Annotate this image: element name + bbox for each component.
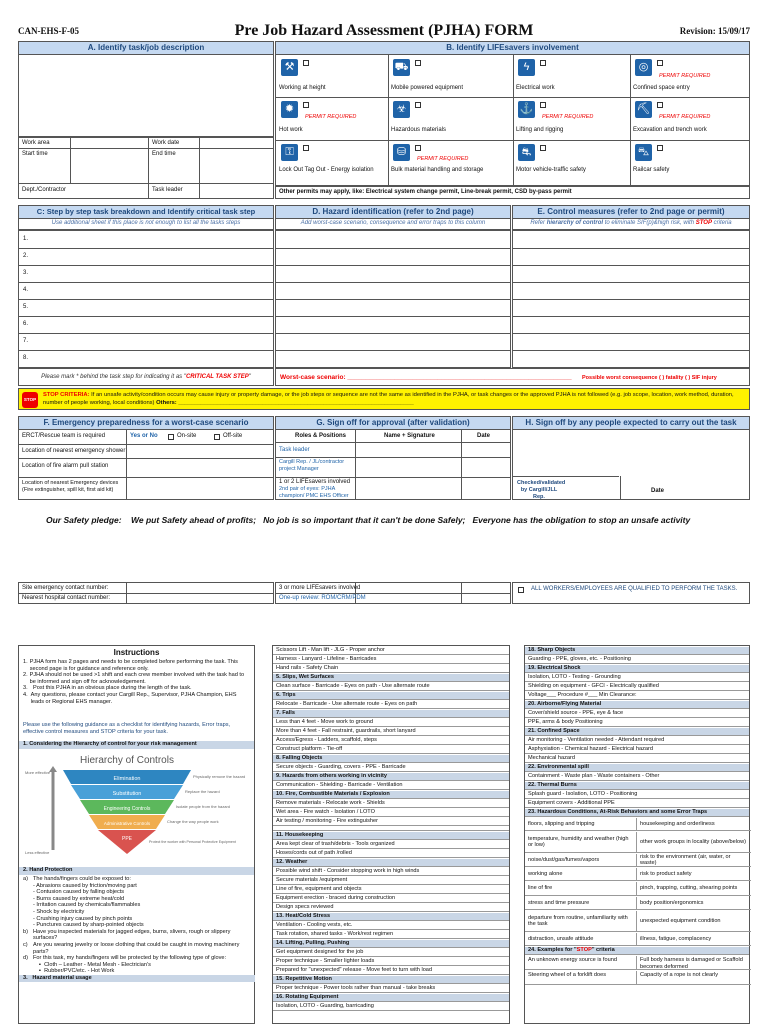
approval-table [275, 429, 511, 500]
emergency-row-label: Location of fire alarm pull station [22, 463, 109, 469]
step-number: 8. [23, 355, 29, 361]
stop-criteria-bar [18, 388, 750, 410]
hoc-level-label: Substitution [112, 791, 142, 797]
form-revision: Revision: 15/09/17 [679, 26, 750, 36]
one-up-review-label: One-up review: ROM/CRM/PDM [279, 595, 366, 601]
guidance-line: Task rotation, shared tasks - Work/rest regimen [273, 931, 509, 939]
guidance-line: Guarding - PPE, gloves, etc. - Positioning [525, 656, 749, 664]
step-number: 4. [23, 287, 29, 293]
signoff-date-label: Date [651, 488, 665, 494]
checked-validated-label: Checked/validated by Cargill/JLL Rep. [517, 480, 566, 500]
guidance-section-heading: 22. Environmental spill [525, 764, 749, 772]
hazardous-materials-checkbox[interactable] [415, 102, 421, 108]
emergency-row-label: ERCT/Rescue team is required [22, 433, 106, 439]
site-contact-label: Site emergency contact number: [22, 585, 109, 591]
worst-case-label: Worst-case scenario: ______________________________________________________________ [280, 374, 572, 381]
offsite-checkbox[interactable] [214, 434, 220, 440]
guidance-line: Clean surface - Barricade - Eyes on path - Use alternate route [273, 683, 509, 691]
guidance-section-heading: 20. Airborne/Flying Material [525, 701, 749, 709]
lifting-rigging-checkbox[interactable] [540, 102, 546, 108]
instructions-list: 1. PJHA form has 2 pages and needs to be completed before performing the task. This second page is for guidance and reference only. 2. PJHA should not be used >1 shift and each crew member involved with the task had to be informed and sign off for acknowledgement. 3. Post this PJHA in an obvious place during the length of the task. 4. Any questions, please contact your Cargill Rep., Supervisor, PJHA Champion, EHS leads or Regional EHS manager. [23, 659, 245, 705]
guidance-line: Voltage___ Procedure #___ Min Clearance: [525, 692, 749, 700]
section-c-header: C: Step by step task breakdown and Identify critical task step [18, 205, 274, 219]
emergency-row-label: Location of nearest emergency shower [22, 448, 126, 454]
guidance-section-heading: 5. Slips, Wet Surfaces [273, 674, 509, 682]
lifesaver-label: Confined space entry [633, 85, 690, 91]
hoc-note: Replace the hazard [185, 789, 220, 794]
stop-sign-icon: STOP [22, 392, 38, 408]
section-a-details [18, 137, 274, 199]
ladder-icon: ⚒ [281, 59, 298, 76]
electrical-work-checkbox[interactable] [540, 60, 546, 66]
hospital-contact-label: Nearest hospital contact number: [22, 595, 111, 601]
lifesaver-excavation [633, 99, 748, 139]
permit-required-label: PERMIT REQUIRED [659, 114, 711, 120]
working-at-height-checkbox[interactable] [303, 60, 309, 66]
guidance-line: Line of fire, equipment and objects [273, 886, 509, 894]
error-trap-cell: departure from routine, unfamiliarity with the task [525, 911, 637, 932]
roles-header: Roles & Positions [295, 433, 347, 439]
guidance-line: Construct platform - Tie-off [273, 746, 509, 754]
lifesaver-electrical-work [516, 57, 628, 97]
lifesaver-label: Excavation and trench work [633, 127, 707, 133]
lifesaver-working-at-height [279, 57, 387, 97]
work-area-label: Work area [22, 140, 50, 146]
section-h-header: H. Sign off by any people expected to carry out the task [512, 416, 750, 430]
emergency-table [18, 429, 274, 500]
guidance-section-heading: 10. Fire, Combustible Materials / Explosion [273, 791, 509, 799]
section-g-header: G. Sign off for approval (after validation) [275, 416, 511, 430]
lifesaver-label: Lock Out Tag Out - Energy isolation [279, 167, 374, 173]
section-d-hint-row [275, 218, 511, 230]
error-trap-cell: housekeeping and orderliness [637, 818, 751, 831]
motor-vehicle-checkbox[interactable] [540, 145, 546, 151]
guidance-line: Isolation, LOTO - Guarding, barricading [273, 1003, 509, 1011]
guidance-line: Communication - Shielding - Barricade - Ventilation [273, 782, 509, 790]
lifesaver-bulk-material [391, 142, 509, 184]
hierarchy-of-controls-diagram [23, 750, 251, 860]
guidance-section-heading: 8. Falling Objects [273, 755, 509, 763]
lifesaver-confined-space [633, 57, 748, 97]
lifesaver-hot-work [279, 99, 387, 139]
guidance-section-heading: 21. Confined Space [525, 728, 749, 736]
qualified-row [512, 582, 750, 604]
lifesaver-label: Lifting and rigging [516, 127, 564, 133]
error-trap-cell: distraction, unsafe attitude [525, 933, 637, 946]
section-d-header: D. Hazard identification (refer to 2nd page) [275, 205, 511, 219]
lifesaver-motor-vehicle [516, 142, 628, 184]
stop-criteria-text: STOP CRITERIA: If an unsafe activity/condition occurs may cause injury or property damage, or the job steps or sequence are not the same as identified in the PJHA, or task changes or the approved PJHA is not followed (e.g. job scope, location, work method, duration, number of people working, local conditions) Others: _________________________________________________________________________ [43, 392, 734, 406]
excavation-checkbox[interactable] [657, 102, 663, 108]
hoc-level-label: PPE [121, 836, 133, 842]
role-label: 2nd pair of eyes: PJHA champion/ PMC EHS Officer [279, 486, 349, 499]
lifesaver-label: Motor vehicle-traffic safety [516, 167, 586, 173]
lifesaver-lifting-rigging [516, 99, 628, 139]
onsite-label: On-site [177, 433, 197, 439]
lifesaver-label: Bulk material handling and storage [391, 167, 484, 173]
confined-space-icon: ◎ [635, 59, 652, 76]
error-trap-cell: noise/dust/gas/fumes/vapors [525, 854, 637, 867]
section-e-hint: Refer hierarchy of control to eliminate SIF(p)&high risk, with STOP criteria [530, 220, 732, 226]
guidance-line: Isolation, LOTO - Testing - Grounding [525, 674, 749, 682]
guidance-section-heading: 19. Electrical Shock [525, 665, 749, 673]
permit-required-label: PERMIT REQUIRED [542, 114, 594, 120]
safety-pledge: Our Safety pledge: We put Safety ahead of profits; No job is so important that it can't be done Safely; Everyone has the obligation to stop an unsafe activity [46, 515, 691, 525]
guidance-line: Air testing / monitoring - Fire extinguisher [273, 818, 509, 826]
review-table [275, 582, 511, 604]
date-header: Date [477, 433, 491, 439]
role-label: 1 or 2 LIFEsavers involved [279, 479, 351, 485]
lifesaver-loto [279, 142, 387, 184]
worst-consequence: Possible worst consequence ( ) fatality ( ) SIF injury [582, 375, 717, 381]
lightning-icon: ϟ [518, 59, 535, 76]
name-signature-header: Name + Signature [384, 433, 435, 439]
guidance-section-heading: 18. Sharp Objects [525, 647, 749, 655]
hoc-note: Isolate people from the hazard [176, 804, 231, 809]
task-steps-column [18, 230, 274, 368]
excavator-icon: ⛏ [635, 101, 652, 118]
instructions-column [18, 645, 255, 1024]
error-trap-cell: body position/ergonomics [637, 897, 751, 910]
guidance-line: Relocate - Barricade - Use alternate route - Eyes on path [273, 701, 509, 709]
guidance-line: Prepared for "unexpected" release - Move feet to turn with load [273, 967, 509, 975]
guidance-line: Proper technique - Smaller lighter loads [273, 958, 509, 966]
lifesaver-mobile-equipment [391, 57, 509, 97]
guidance-line: Possible wind shift - Consider stopping work in high winds [273, 868, 509, 876]
guidance-line: Harness - Lanyard - Lifeline - Barricades [273, 656, 509, 664]
guidance-section-heading: 11. Housekeeping [273, 832, 509, 840]
guidance-section-heading: 9. Hazards from others working in vicinity [273, 773, 509, 781]
role-label: Task leader [279, 447, 310, 453]
error-trap-cell: unexpected equipment condition [637, 911, 751, 932]
crew-signoff-table[interactable] [512, 429, 750, 500]
step-number: 3. [23, 270, 29, 276]
stop-example-cell: An unknown energy source is found [525, 956, 637, 970]
guidance-line: More than 4 feet - Fall restraint, guardrails, short lanyard [273, 728, 509, 736]
section-e-hint-row [512, 218, 750, 230]
error-trap-cell: stress and time pressure [525, 897, 637, 910]
error-trap-cell: working alone [525, 868, 637, 881]
section-d-hint: Add worst-case scenario, consequence and error traps to this column [300, 220, 486, 226]
error-trap-cell: risk to the environment (air, water, or waste) [637, 854, 751, 867]
guidance-line: Scissors Lift - Man lift - JLG - Proper anchor [273, 647, 509, 655]
error-trap-cell: other work groups in locality (above/below) [637, 832, 751, 853]
guidance-line: Get equipment designed for the job [273, 949, 509, 957]
hazard-column[interactable] [275, 230, 511, 368]
guidance-line: Splash guard - Isolation, LOTO - Positioning [525, 791, 749, 799]
bulk-material-checkbox[interactable] [415, 145, 421, 151]
section-b-header: B. Identify LIFEsavers involvement [275, 41, 750, 55]
hoc-level-label: Elimination [113, 776, 141, 782]
hierarchy-heading: 1. Considering the Hierarchy of control for your risk management [19, 741, 254, 749]
guidance-section-heading: 23. Hazardous Conditions, At-Risk Behaviors and some Error Traps [525, 809, 749, 817]
end-time-label: End time [152, 151, 176, 157]
form-title: Pre Job Hazard Assessment (PJHA) FORM [234, 22, 534, 39]
error-trap-cell: floors, slipping and tripping [525, 818, 637, 831]
section-c-hint-row [18, 218, 274, 230]
lock-icon: ⚿ [281, 144, 298, 161]
crew-blank-area [18, 530, 750, 578]
hoc-level-label: Administrative Controls [103, 821, 151, 826]
lifesaver-label: Mobile powered equipment [391, 85, 464, 91]
permit-required-label: PERMIT REQUIRED [305, 114, 357, 120]
guidance-section-heading: 6. Trips [273, 692, 509, 700]
critical-step-note-row [18, 368, 274, 386]
hand-protection-heading: 2. Hand Protection [19, 867, 254, 875]
hoc-title: Hierarchy of Controls [80, 755, 174, 766]
error-trap-cell: illness, fatigue, complacency [637, 933, 751, 946]
hoc-ppe [98, 830, 156, 854]
guidance-line: Ventilation - Cooling vests, etc. [273, 922, 509, 930]
dept-contractor-label: Dept./Contractor [22, 187, 67, 193]
hazard-guidance-column-2 [524, 645, 750, 1024]
guidance-line: Asphyxiation - Chemical hazard - Electrical hazard [525, 746, 749, 754]
stop-example-cell: Steering wheel of a forklift does [525, 971, 637, 985]
railcar-checkbox[interactable] [657, 145, 663, 151]
hazard-guidance-column [272, 645, 510, 1024]
role-label: Cargill Rep. / JL/contractor project Manager [279, 459, 345, 472]
guidance-line: Less than 4 feet - Move work to ground [273, 719, 509, 727]
guidance-line: Equipment erection - braced during construction [273, 895, 509, 903]
welding-icon: ✹ [281, 101, 298, 118]
hoc-side-label: More effective [25, 770, 51, 775]
guidance-line: Containment - Waste plan - Waste containers - Other [525, 773, 749, 781]
guidance-line: PPE, arms & body Positioning [525, 719, 749, 727]
qualified-label: ALL WORKERS/EMPLOYEES ARE QUALIFIED TO PERFORM THE TASKS. [531, 586, 738, 592]
lifesaver-label: Working at height [279, 85, 326, 91]
guidance-line: Air monitoring - Ventilation needed - Attendant required [525, 737, 749, 745]
guidance-line: Shielding on equipment - GFCI - Electrically qualified [525, 683, 749, 691]
guidance-line [273, 827, 509, 831]
contacts-table [18, 582, 274, 604]
confined-space-checkbox[interactable] [657, 60, 663, 66]
hoc-side-label: Less effective [25, 850, 50, 855]
guidance-line: Mechanical hazard [525, 755, 749, 763]
onsite-checkbox[interactable] [168, 434, 174, 440]
guidance-text: Please use the following guidance as a checklist for identifying hazards, Error traps, effective control measures and STOP criteria for your task. [23, 722, 231, 735]
hoc-note: Physically remove the hazard [193, 774, 246, 779]
step-number: 7. [23, 338, 29, 344]
guidance-line: Hoses/cords out of path /rolled [273, 850, 509, 858]
step-number: 1. [23, 236, 29, 242]
error-trap-cell: risk to product safety [637, 868, 751, 881]
step-number: 2. [23, 253, 29, 259]
lifesaver-label: Electrical work [516, 85, 555, 91]
stop-example-cell: Full body harness is damaged or Scaffold becomes deformed [637, 956, 751, 970]
vehicle-icon: ⛐ [518, 144, 535, 161]
hand-protection-list: a) The hands/fingers could be exposed to: - Abrasions caused by friction/moving part - Contusion caused by falling objects - Burns caused by extreme heat/cold - Irritation caused by chemicals/flammables - Shock by electricity - Crushing injury caused by pinch points - Punctures caused by sharp-pointed objects b) Have you inspected materials for jagged edges, burns, slivers, rough or slippery surfaces? c) Are you wearing jewelry or loose clothing that could be caught in moving machinery parts? d) For this task, my hands/fingers will be protected by the following type of glove: ▪ Cloth – Leather - Metal Mesh - Electrician's ▪ Rubber/PVC/etc. - Hot Work 3. Hazard material usage [23, 876, 251, 982]
loto-checkbox[interactable] [303, 145, 309, 151]
instructions-title: Instructions [113, 648, 160, 657]
guidance-line: Wet area - Fire watch - Isolation / LOTO [273, 809, 509, 817]
offsite-label: Off-site [223, 433, 243, 439]
emergency-row-label: Location of nearest Emergency devices (Fire extinguisher, spill kit, first aid kit) [22, 480, 119, 493]
lifesaver-label: Railcar safety [633, 167, 670, 173]
step-number: 5. [23, 304, 29, 310]
guidance-section-heading: 7. Falls [273, 710, 509, 718]
section-e-header: E. Control measures (refer to 2nd page or permit) [512, 205, 750, 219]
section-a-header: A. Identify task/job description [18, 41, 274, 55]
permit-required-label: PERMIT REQUIRED [417, 156, 469, 162]
qualified-checkbox[interactable] [518, 587, 524, 593]
guidance-line: Hand rails - Safety Chain [273, 665, 509, 673]
stop-example-cell: Capacity of a rope is not clearly [637, 971, 751, 985]
critical-step-note: Please mark * behind the task step for indicating it as "CRITICAL TASK STEP" [41, 374, 251, 380]
hot-work-checkbox[interactable] [303, 102, 309, 108]
section-f-header: F. Emergency preparedness for a worst-case scenario [18, 416, 274, 430]
start-time-label: Start time [22, 151, 48, 157]
other-permits-row [275, 186, 750, 199]
section-c-hint: Use additional sheet if this place is not enough to list all the tasks steps [51, 220, 241, 226]
hoc-note: Change the way people work [167, 819, 219, 824]
guidance-line: Proper technique - Power tools rather than manual - take breaks [273, 985, 509, 993]
error-trap-cell: pinch, trapping, cutting, shearing points [637, 882, 751, 896]
worst-case-row[interactable] [275, 368, 750, 386]
guidance-section-heading: 22. Thermal Burns [525, 782, 749, 790]
guidance-line: Secure objects - Guarding, covers - PPE - Barricade [273, 764, 509, 772]
form-code: CAN-EHS-F-05 [18, 26, 79, 36]
railcar-icon: ⛍ [635, 144, 652, 161]
crane-icon: ⚓ [518, 101, 535, 118]
guidance-line: Secure materials /equipment [273, 877, 509, 885]
form-header [18, 22, 750, 42]
guidance-section-heading: 14. Lifting, Pulling, Pushing [273, 940, 509, 948]
lifesaver-label: Hazardous materials [391, 127, 447, 133]
guidance-line: Design specs reviewed [273, 904, 509, 912]
guidance-section-heading: 16. Rotating Equipment [273, 994, 509, 1002]
bulk-icon: ⛁ [393, 144, 410, 161]
work-date-label: Work date [152, 140, 180, 146]
guidance-line: Cover/shield source - PPE, eye & face [525, 710, 749, 718]
guidance-section-heading: 12. Weather [273, 859, 509, 867]
other-permits-text: Other permits may apply, like: Electrical system change permit, Line-break permit, CSD by-pass permit [279, 189, 572, 195]
mobile-equipment-checkbox[interactable] [415, 60, 421, 66]
hazmat-icon: ☣ [393, 101, 410, 118]
stop-examples-heading: 24. Examples for "STOP" criteria [525, 947, 749, 955]
guidance-line: Equipment covers - Additional PPE [525, 800, 749, 808]
permit-required-label: PERMIT REQUIRED [659, 73, 711, 79]
lifesaver-label: Hot work [279, 127, 303, 133]
guidance-line: Area kept clear of trash/debris - Tools organized [273, 841, 509, 849]
hoc-level-label: Engineering Controls [103, 806, 151, 812]
task-description-field[interactable] [18, 54, 274, 137]
three-lifesavers-label: 3 or more LIFEsavers involved [279, 585, 361, 591]
lifesaver-hazardous-materials [391, 99, 509, 139]
step-number: 6. [23, 321, 29, 327]
yes-no-label: Yes or No [130, 433, 158, 439]
guidance-section-heading: 15. Repetitive Motion [273, 976, 509, 984]
error-trap-cell: temperature, humidity and weather (high or low) [525, 832, 637, 853]
hoc-note: Protect the worker with Personal Protective Equipment [149, 840, 236, 844]
guidance-line: Access/Egress - Ladders, scaffold, steps [273, 737, 509, 745]
lifesaver-railcar [633, 142, 748, 184]
forklift-icon: ⛟ [393, 59, 410, 76]
error-trap-cell: line of fire [525, 882, 637, 896]
guidance-section-heading: 13. Heat/Cold Stress [273, 913, 509, 921]
control-column[interactable] [512, 230, 750, 368]
guidance-line: Remove materials - Relocate work - Shields [273, 800, 509, 808]
task-leader-label: Task leader [152, 187, 183, 193]
